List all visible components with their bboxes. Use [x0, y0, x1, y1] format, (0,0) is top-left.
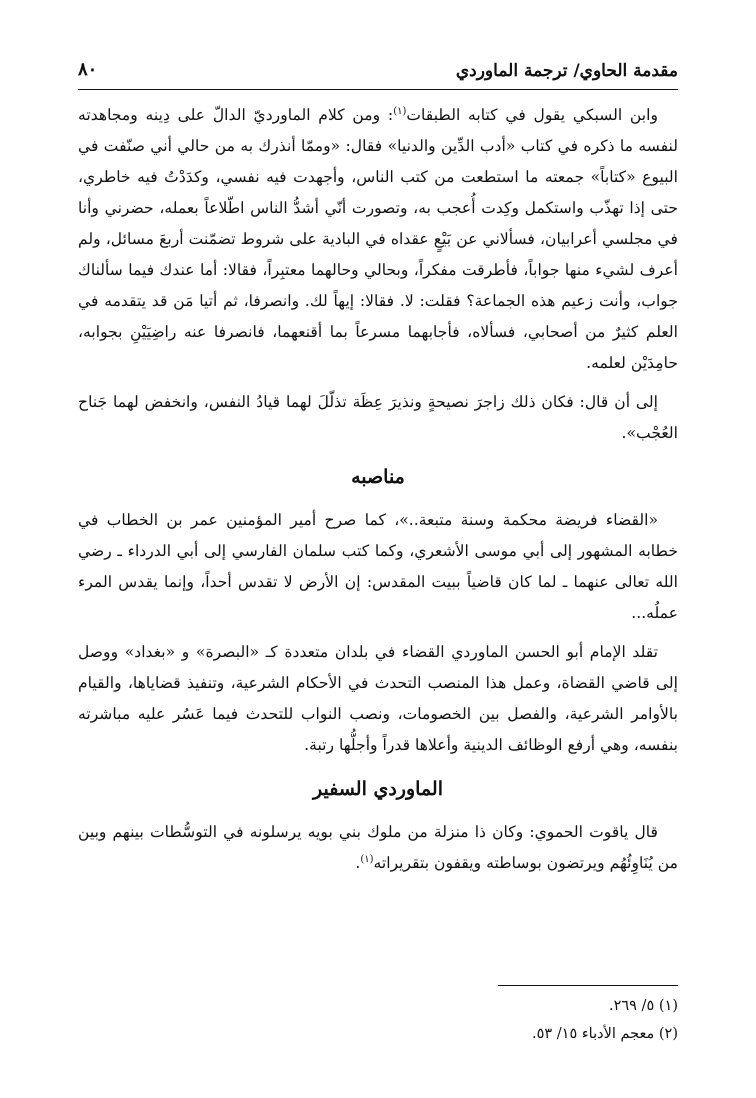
section-heading-positions: مناصبه — [351, 466, 405, 488]
paragraph-text: . — [355, 854, 361, 872]
footnote-separator — [498, 985, 678, 986]
paragraph-text: : ومن كلام الماورديّ الدالّ على دِينه ومجاهدته لنفسه ما ذكره في كتاب «أدب الدِّين والدنيا» فقال: «وممّا أنذرك به من حالي أني صنّفت في البيوع «كتاباً» جمعته ما استطعت من كتب الناس، وأجهدت فيه نفسي، وكدَدْتُ فيه خاطري، حتى إذا تهذّب واستكمل وكِدت أُعجب به، وتصورت أنّي أشدُّ الناس اطّلاعاً بعمله، حضرني وأنا في مجلسي أعرابيان، فسألاني عن بَيْعٍ عقداه في البادية على شروط تضمّنت أربعَ مسائل، ولم أعرف لشيء منها جواباً، فأطرقت مفكراً، وبحالي وحالهما معتبِراً، فقالا: أما عندك فيما سألناك جواب، وأنت زعيم هذه الجماعة؟ فقلت: لا. فقالا: إيهاً لك. وانصرفا، ثم أتيا مَن قد يتقدمه في العلم كثيرٌ من أصحابي، فسألاه، فأجابهما مسرعاً بما أقنعهما، فانصرفا عنه راضِيَيْنِ بجوابه، حامِدَيْن لعلمه. — [78, 106, 678, 372]
section-heading-ambassador: الماوردي السفير — [313, 778, 443, 800]
footnote-ref: (١) — [360, 853, 374, 865]
paragraph-subki-quote — [78, 100, 678, 379]
paragraph-yaqut — [78, 817, 678, 879]
paragraph-text: قال ياقوت الحموي: وكان ذا منزلة من ملوك بني بويه يرسلونه في التوسُّطات بينهم وبين من يُنَاوِئُهُم ويرتضون بوساطته ويقفون بتقريراته — [78, 823, 678, 872]
paragraph-judiciary: «القضاء فريضة محكمة وسنة متبعة..»، كما صرح أمير المؤمنين عمر بن الخطاب في خطابه المشهور إلى أبي موسى الأشعري، وكما كتب سلمان الفارسي إلى أبي الدرداء ـ رضي الله تعالى عنهما ـ لما كان قاضياً ببيت المقدس: إن الأرض لا تقدس أحداً، وإنما يقدس المرء عملُه... — [78, 511, 678, 622]
paragraph-text: وابن السبكي يقول في كتابه الطبقات — [406, 106, 659, 124]
footnote-ref: (١) — [393, 105, 407, 117]
running-title: مقدمة الحاوي/ ترجمة الماوردي — [455, 61, 678, 81]
paragraph-judge-positions: تقلد الإمام أبو الحسن الماوردي القضاء في بلدان متعددة كـ «البصرة» و «بغداد» ووصل إلى قاضي القضاة، وعمل هذا المنصب التحدث في الأحكام الشرعية، وتنفيذ قضاياها، والقيام بالأوامر الشرعية، والفصل بين الخصومات، ونصب النواب للتحدث فيما عَسُر عليه مباشرته بنفسه، وهي أرفع الوظائف الدينية وأعلاها قدراً وأجلُّها رتبة. — [78, 643, 678, 754]
footnote-1: (١) ٥/ ٢٦٩. — [608, 998, 678, 1014]
footnotes — [78, 985, 678, 1048]
page-header — [78, 55, 678, 90]
page-number: ٨٠ — [78, 59, 98, 80]
footnote-2: (٢) معجم الأدباء ١٥/ ٥٣. — [531, 1026, 678, 1042]
paragraph-quote-end: إلى أن قال: فكان ذلك زاجرَ نصيحةٍ ونذيرَ عِظَة تذلّلَ لهما قيادُ النفس، وانخفض لهما جَناح العُجْب». — [78, 393, 678, 442]
page-body — [78, 100, 678, 879]
